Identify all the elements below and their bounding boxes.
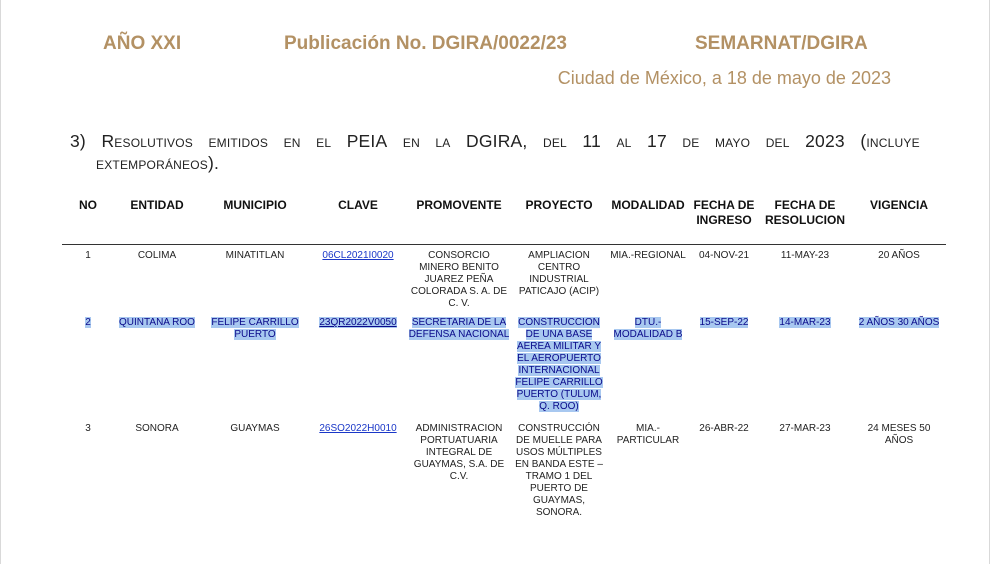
- section-word: en: [283, 131, 301, 151]
- clave-link[interactable]: 06CL2021I0020: [322, 250, 394, 261]
- selected-text: 15-SEP-22: [699, 317, 749, 328]
- section-word: la: [435, 131, 451, 151]
- cell-vigencia: [852, 314, 946, 417]
- cell-municipio: MINATITLAN: [225, 250, 285, 261]
- header-clave: CLAVE: [310, 196, 406, 245]
- cell-fecha-ingreso: [690, 314, 758, 417]
- cell-no: 1: [85, 250, 91, 261]
- selected-text: 2 AÑOS 30 AÑOS: [858, 317, 940, 328]
- section-word: en: [402, 131, 420, 151]
- cell-clave: [310, 417, 406, 519]
- selected-text: FELIPE CARRILLO PUERTO: [211, 317, 299, 340]
- cell-fecha-resolucion: 11-MAY-23: [780, 250, 830, 261]
- header-entidad: ENTIDAD: [114, 196, 200, 245]
- header-municipio: MUNICIPIO: [200, 196, 310, 245]
- cell-vigencia: 20 AÑOS: [878, 250, 920, 261]
- header-modalidad: MODALIDAD: [606, 196, 690, 245]
- cell-vigencia: 24 MESES 50 AÑOS: [867, 423, 931, 446]
- cell-promovente: ADMINISTRACION PORTUATUARIA INTEGRAL DE GUAYMAS, S.A. DE C.V.: [413, 423, 505, 482]
- section-word: de: [682, 131, 700, 151]
- section-word: del: [765, 131, 790, 151]
- section-word: del: [542, 131, 567, 151]
- section-word: Resolutivos: [101, 131, 193, 151]
- cell-modalidad: MIA.-REGIONAL: [610, 250, 686, 261]
- header-vigencia: VIGENCIA: [852, 196, 946, 245]
- section-title-line2: extemporáneos).: [96, 153, 220, 173]
- cell-entidad: SONORA: [135, 423, 179, 434]
- cell-fecha-ingreso: 04-NOV-21: [698, 250, 750, 261]
- clave-link[interactable]: 26SO2022H0010: [319, 423, 397, 434]
- section-word: el: [316, 131, 332, 151]
- year-label: AÑO XXI: [103, 33, 182, 54]
- selected-text: DTU.- MODALIDAD B: [613, 317, 683, 340]
- cell-promovente: CONSORCIO MINERO BENITO JUAREZ PEÑA COLORADA S. A. DE C. V.: [410, 250, 508, 309]
- cell-no: [62, 314, 114, 417]
- cell-modalidad: MIA.- PARTICULAR: [616, 423, 680, 446]
- header-promovente: PROMOVENTE: [406, 196, 512, 245]
- table-row-selected: [62, 314, 946, 417]
- place-date: Ciudad de México, a 18 de mayo de 2023: [557, 68, 891, 88]
- selected-text: 2: [85, 317, 91, 328]
- cell-municipio: [200, 314, 310, 417]
- resolutions-table: [62, 196, 946, 519]
- table-row: [62, 245, 946, 315]
- cell-clave: [310, 245, 406, 315]
- section-word: 11: [582, 131, 601, 151]
- selected-text: 14-MAR-23: [779, 317, 831, 328]
- cell-proyecto: [512, 314, 606, 417]
- cell-municipio: GUAYMAS: [230, 423, 280, 434]
- table-row: [62, 417, 946, 519]
- selected-text: QUINTANA ROO: [119, 317, 195, 328]
- cell-fecha-resolucion: [758, 314, 852, 417]
- cell-promovente: [406, 314, 512, 417]
- cell-clave: [310, 314, 406, 417]
- section-title-line1: [70, 130, 920, 152]
- section-word: DGIRA,: [465, 131, 528, 151]
- cell-entidad: COLIMA: [137, 250, 177, 261]
- cell-modalidad: [606, 314, 690, 417]
- cell-proyecto: CONSTRUCCIÓN DE MUELLE PARA USOS MÚLTIPLES EN BANDA ESTE – TRAMO 1 DEL PUERTO DE GUAYMAS, SONORA.: [515, 423, 603, 518]
- publication-number: Publicación No. DGIRA/0022/23: [284, 33, 567, 54]
- section-word: PEIA: [346, 131, 388, 151]
- section-word: al: [616, 131, 632, 151]
- header-fecha-resolucion: FECHA DE RESOLUCION: [758, 196, 852, 245]
- cell-no: 3: [85, 423, 91, 434]
- cell-proyecto: AMPLIACION CENTRO INDUSTRIAL PATICAJO (ACIP): [518, 250, 600, 297]
- section-word: mayo: [714, 131, 751, 151]
- section-word: emitidos: [208, 131, 269, 151]
- section-number: 3): [70, 131, 86, 151]
- selected-text: CONSTRUCCION DE UNA BASE AEREA MILITAR Y EL AEROPUERTO INTERNACIONAL FELIPE CARRILLO PUERTO (TULUM, Q. ROO): [515, 317, 603, 412]
- header-proyecto: PROYECTO: [512, 196, 606, 245]
- cell-fecha-resolucion: 27-MAR-23: [779, 423, 831, 434]
- section-word: (incluye: [860, 131, 920, 151]
- cell-entidad: [114, 314, 200, 417]
- cell-fecha-ingreso: 26-ABR-22: [699, 423, 749, 434]
- clave-link[interactable]: 23QR2022V0050: [319, 317, 397, 328]
- header-fecha-ingreso: FECHA DE INGRESO: [690, 196, 758, 245]
- section-word: 17: [647, 131, 667, 151]
- header-no: NO: [62, 196, 114, 245]
- selected-text: SECRETARIA DE LA DEFENSA NACIONAL: [408, 317, 510, 340]
- section-title: [70, 130, 920, 174]
- table-header-row: [62, 196, 946, 245]
- section-word: 2023: [805, 131, 845, 151]
- agency-label: SEMARNAT/DGIRA: [695, 33, 868, 54]
